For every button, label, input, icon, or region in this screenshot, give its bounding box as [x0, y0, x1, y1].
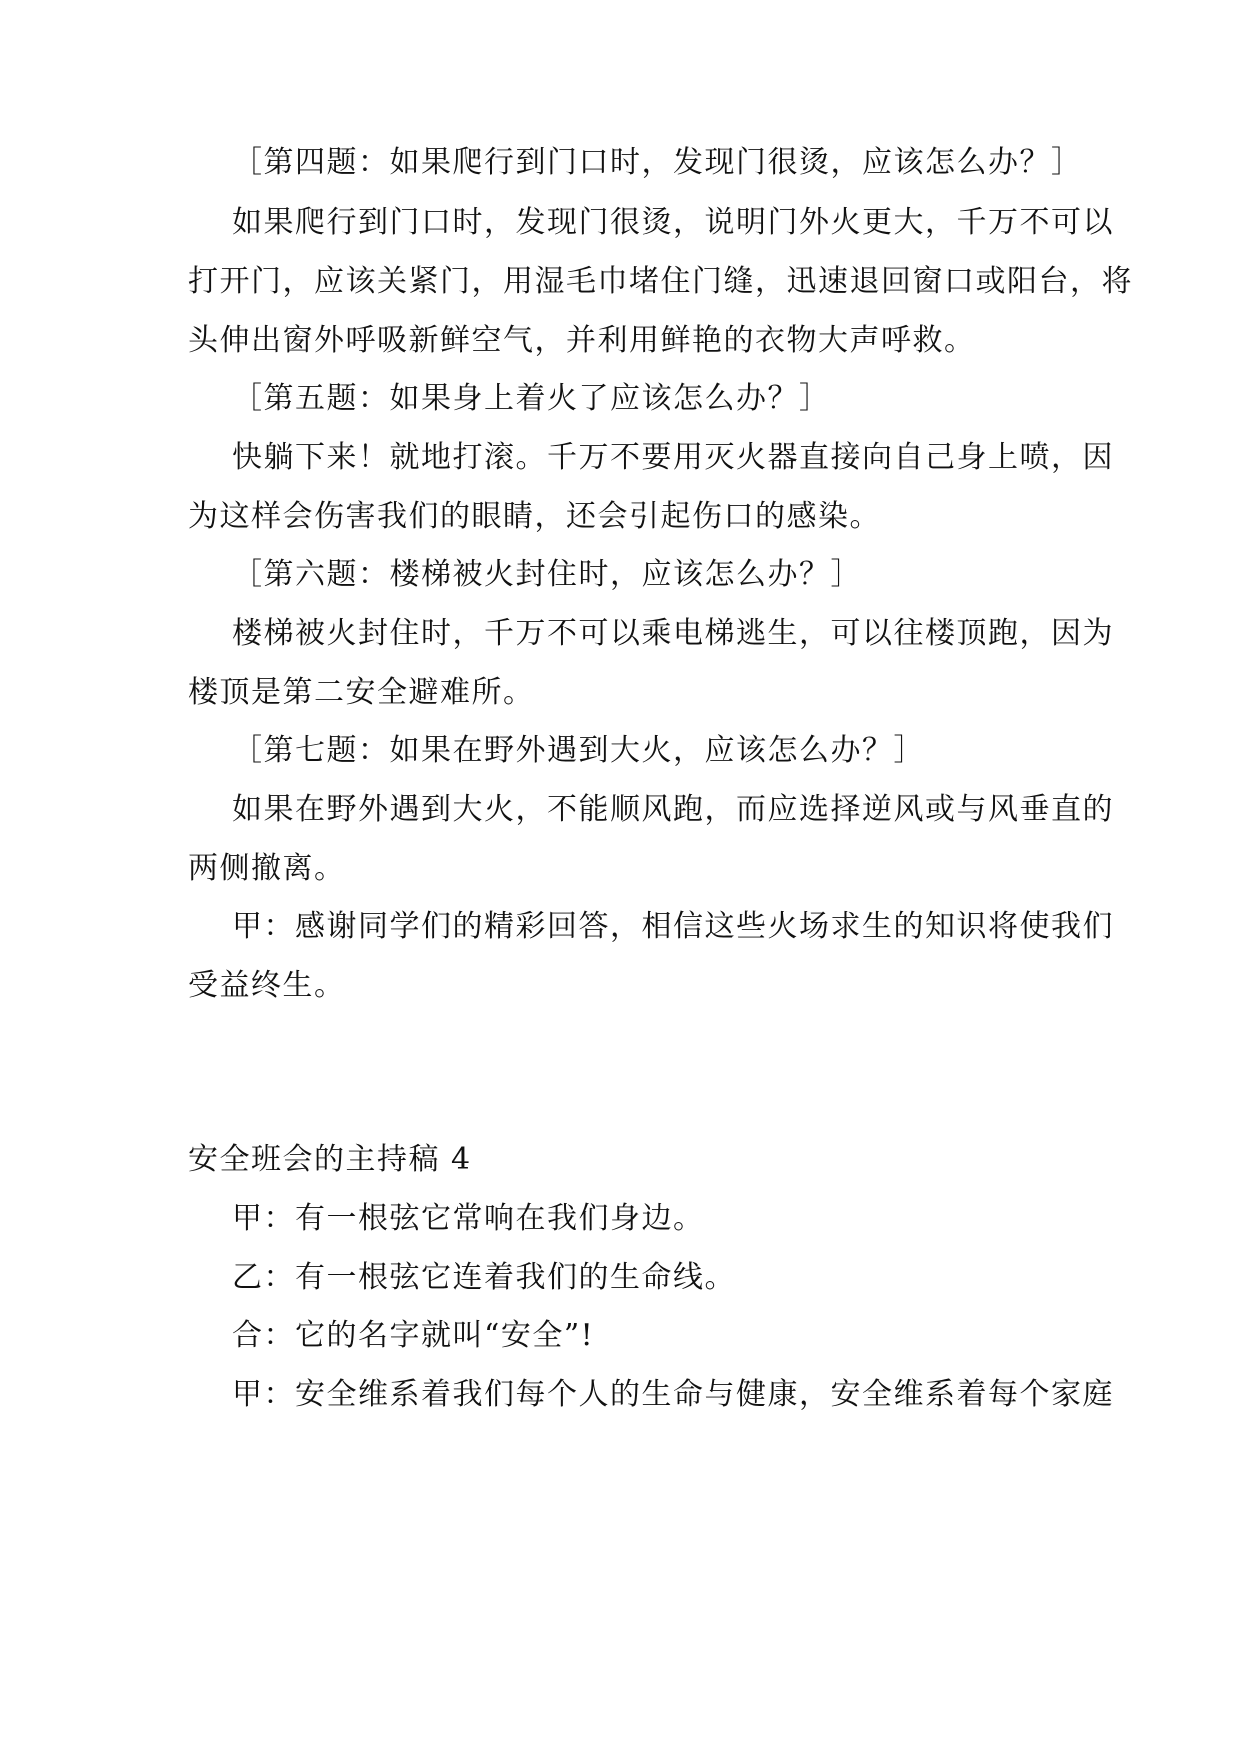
q4-answer-line-3: 头伸出窗外呼吸新鲜空气，并利用鲜艳的衣物大声呼救。 [188, 323, 976, 358]
dialogue-line-1: 甲：有一根弦它常响在我们身边。 [232, 1201, 705, 1236]
q4-answer-line-1: 如果爬行到门口时，发现门很烫，说明门外火更大，千万不可以 [232, 205, 1114, 240]
q5-answer-line-1: 快躺下来！就地打滚。千万不要用灭火器直接向自己身上喷，因 [232, 440, 1114, 475]
q4-title: ［第四题：如果爬行到门口时，发现门很烫，应该怎么办？］ [232, 145, 1083, 180]
q5-answer-line-2: 为这样会伤害我们的眼睛，还会引起伤口的感染。 [188, 499, 881, 534]
closing-line-2: 受益终生。 [188, 968, 346, 1003]
q4-answer-line-2: 打开门，应该关紧门，用湿毛巾堵住门缝，迅速退回窗口或阳台，将 [188, 264, 1133, 299]
q7-answer-line-1: 如果在野外遇到大火，不能顺风跑，而应选择逆风或与风垂直的 [232, 792, 1114, 827]
dialogue-line-3: 合：它的名字就叫“安全”! [232, 1318, 595, 1353]
q7-answer-line-2: 两侧撤离。 [188, 851, 346, 886]
q6-title: ［第六题：楼梯被火封住时，应该怎么办？］ [232, 557, 862, 592]
q5-title: ［第五题：如果身上着火了应该怎么办？］ [232, 381, 831, 416]
section-title: 安全班会的主持稿 4 [188, 1142, 472, 1177]
q7-title: ［第七题：如果在野外遇到大火，应该怎么办？］ [232, 733, 925, 768]
q6-answer-line-2: 楼顶是第二安全避难所。 [188, 675, 535, 710]
closing-line-1: 甲：感谢同学们的精彩回答，相信这些火场求生的知识将使我们 [232, 909, 1114, 944]
dialogue-line-2: 乙：有一根弦它连着我们的生命线。 [232, 1260, 736, 1295]
q6-answer-line-1: 楼梯被火封住时，千万不可以乘电梯逃生，可以往楼顶跑，因为 [232, 616, 1114, 651]
dialogue-line-4: 甲：安全维系着我们每个人的生命与健康，安全维系着每个家庭 [232, 1377, 1114, 1412]
